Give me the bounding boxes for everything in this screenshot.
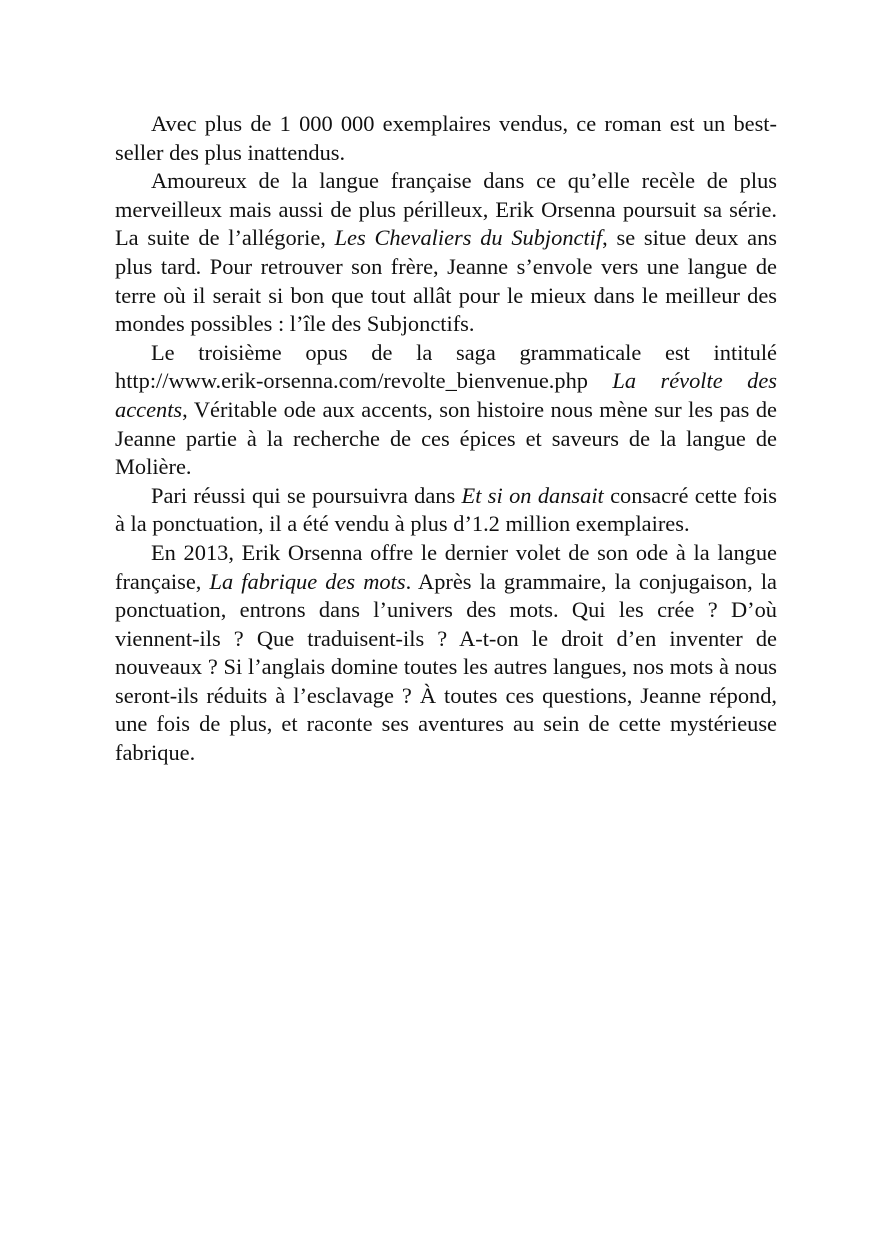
paragraph-bestseller-text: Avec plus de 1 000 000 exemplaires vendus, ce roman est un best-seller des plus inattendus. — [115, 111, 777, 165]
paragraph-fabrique-before: En 2013, Erik Orsenna offre le dernier volet de son ode à la langue française, — [115, 539, 777, 594]
book-title-revolte: La révolte des accents — [115, 368, 777, 422]
paragraph-chevaliers — [115, 167, 777, 339]
document-page — [115, 110, 777, 768]
book-title-fabrique: La fabrique des mots — [209, 568, 406, 594]
paragraph-bestseller — [115, 110, 777, 167]
book-title-chevaliers: Les Chevaliers du Subjonctif — [334, 225, 603, 251]
paragraph-revolte — [115, 339, 777, 482]
paragraph-dansait-before: Pari réussi qui se poursuivra dans — [151, 482, 462, 508]
revolte-url-link[interactable]: http://www.erik-orsenna.com/revolte_bienvenue.php — [115, 368, 588, 394]
paragraph-fabrique-after: . Après la grammaire, la conjugaison, la ponctuation, entrons dans l’univers des mots. Qui les crée ? D’où viennent-ils ? Que traduisent-ils ? A-t-on le droit d’en inventer de nouveaux ? Si l’anglais domine toutes les autres langues, nos mots à nous seront-ils réduits à l’esclavage ? À toutes ces questions, Jeanne répond, une fois de plus, et raconte ses aventures au sein de cette mystérieuse fabrique. — [115, 568, 777, 766]
paragraph-chevaliers-after: , se situe deux ans plus tard. Pour retrouver son frère, Jeanne s’envole vers une langue de terre où il serait si bon que tout allât pour le mieux dans le meilleur des mondes possibles : l’île des Subjonctifs. — [115, 225, 778, 337]
paragraph-dansait — [115, 482, 777, 539]
paragraph-dansait-after: consacré cette fois à la ponctuation, il a été vendu à plus d’1.2 million exemplaires. — [115, 482, 777, 537]
book-title-dansait: Et si on dansait — [461, 482, 604, 508]
paragraph-fabrique — [115, 539, 777, 768]
paragraph-revolte-before: Le troisième opus de la saga grammaticale est intitulé — [151, 339, 777, 365]
paragraph-revolte-after: , Véritable ode aux accents, son histoire nous mène sur les pas de Jeanne partie à la recherche de ces épices et saveurs de la langue de Molière. — [115, 396, 777, 480]
paragraph-chevaliers-before: Amoureux de la langue française dans ce qu’elle recèle de plus merveilleux mais aussi de plus périlleux, Erik Orsenna poursuit sa série. La suite de l’allégorie, — [115, 168, 777, 251]
